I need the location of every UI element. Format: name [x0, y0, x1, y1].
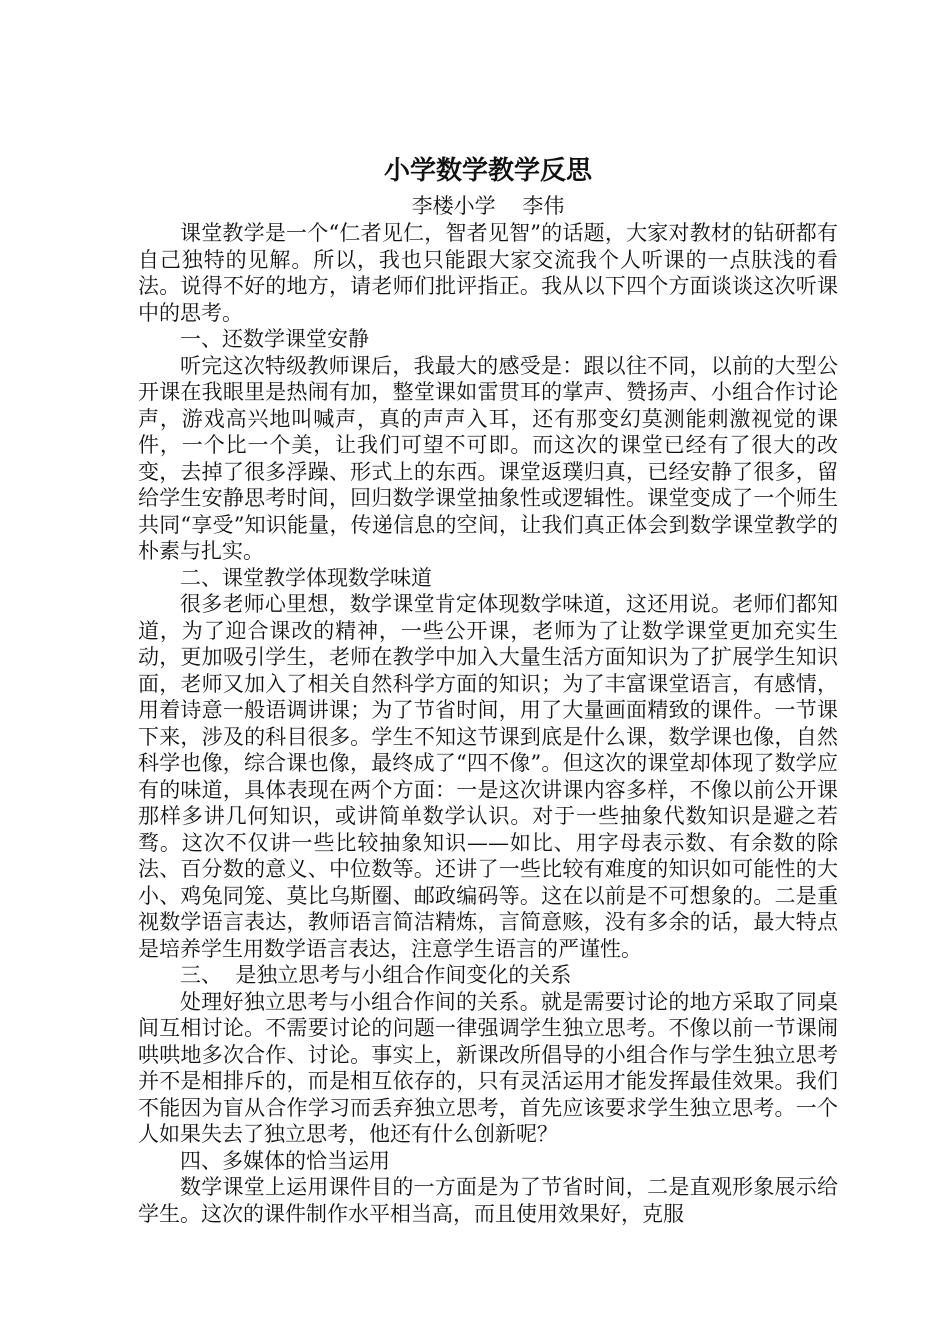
- section-body-3: 处理好独立思考与小组合作间的关系。就是需要讨论的地方采取了同桌间互相讨论。不需要讨论的问题一律强调学生独立思考。不像以前一节课闹哄哄地多次合作、讨论。事实上，新课改所倡导的小组合作与学生独立思考并不是相排斥的，而是相互依存的，只有灵活运用才能发挥最佳效果。我们不能因为盲从合作学习而丢弃独立思考，首先应该要求学生独立思考。一个人如果失去了独立思考，他还有什么创新呢？: [138, 989, 838, 1146]
- section-body-4: 数学课堂上运用课件目的一方面是为了节省时间，二是直观形象展示给学生。这次的课件制作水平相当高，而且使用效果好，克服: [138, 1175, 838, 1226]
- document-author: 李楼小学 李伟: [411, 194, 565, 218]
- document-title: 小学数学教学反思: [383, 156, 592, 186]
- document-page: [138, 150, 838, 1227]
- section-heading-4: 四、多媒体的恰当运用: [180, 1148, 390, 1173]
- section-heading-3: 三、 是独立思考与小组合作间变化的关系: [180, 963, 572, 987]
- section-body-2: 很多老师心里想，数学课堂肯定体现数学味道，这还用说。老师们都知道，为了迎合课改的精神，一些公开课，老师为了让数学课堂更加充实生动，更加吸引学生，老师在教学中加入大量生活方面知识为了扩展学生知识面，老师又加入了相关自然科学方面的知识；为了丰富课堂语言，有感情，用着诗意一般语调讲课；为了节省时间，用了大量画面精致的课件。一节课下来，涉及的科目很多。学生不知这节课到底是什么课，数学课也像，自然科学也像，综合课也像，最终成了“四不像”。但这次的课堂却体现了数学应有的味道，具体表现在两个方面：一是这次讲课内容多样，不像以前公开课那样多讲几何知识，或讲简单数学认识。对于一些抽象代数知识是避之若骛。这次不仅讲一些比较抽象知识——如比、用字母表示数、有余数的除法、百分数的意义、中位数等。还讲了一些比较有难度的知识如可能性的大小、鸡兔同笼、莫比乌斯圈、邮政编码等。这在以前是不可想象的。二是重视数学语言表达，教师语言简洁精炼，言简意赅，没有多余的话，最大特点是培养学生用数学语言表达，注意学生语言的严谨性。: [138, 592, 838, 961]
- section-body-1: 听完这次特级教师课后，我最大的感受是：跟以往不同，以前的大型公开课在我眼里是热闹有加，整堂课如雷贯耳的掌声、赞扬声、小组合作讨论声，游戏高兴地叫喊声，真的声声入耳，还有那变幻莫测能刺激视觉的课件，一个比一个美，让我们可望不可即。而这次的课堂已经有了很大的改变，去掉了很多浮躁、形式上的东西。课堂返璞归真，已经安静了很多，留给学生安静思考时间，回归数学课堂抽象性或逻辑性。课堂变成了一个师生共同“享受”知识能量，传递信息的空间，让我们真正体会到数学课堂教学的朴素与扎实。: [138, 353, 838, 563]
- section-heading-1: 一、还数学课堂安静: [180, 327, 369, 351]
- intro-paragraph: 课堂教学是一个“仁者见仁，智者见智”的话题，大家对教材的钻研都有自己独特的见解。所以，我也只能跟大家交流我个人听课的一点肤浅的看法。说得不好的地方，请老师们批评指正。我从以下四个方面谈谈这次听课中的思考。: [138, 221, 838, 325]
- section-heading-2: 二、课堂教学体现数学味道: [180, 565, 432, 590]
